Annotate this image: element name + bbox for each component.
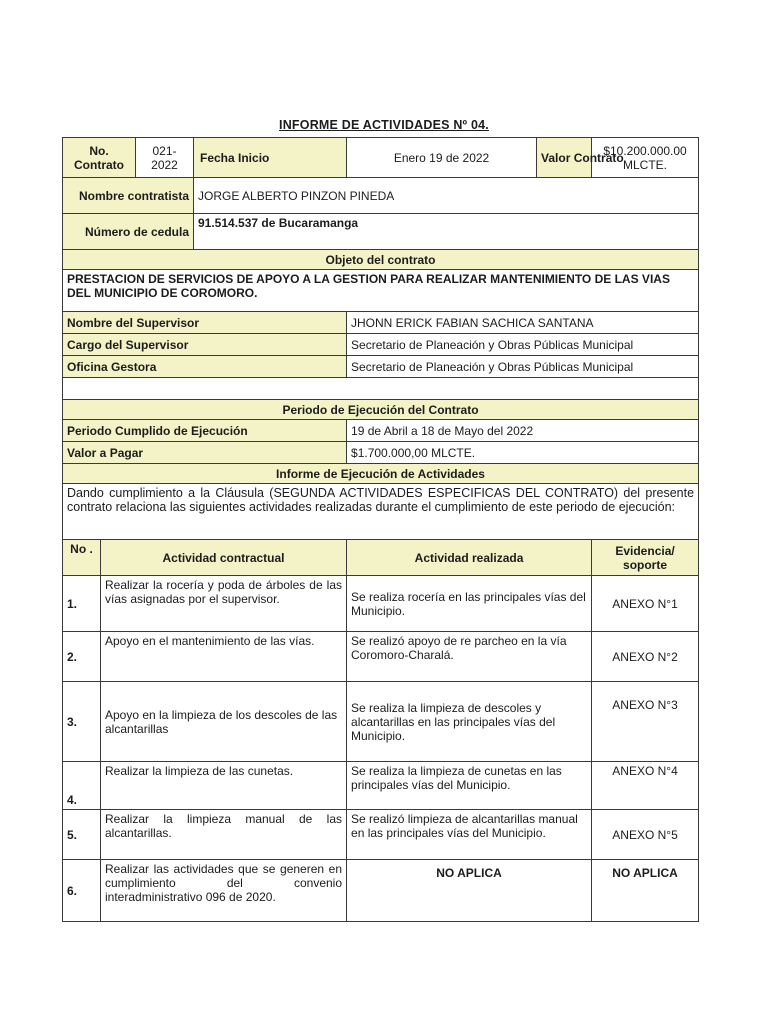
col-header-evidencia: Evidencia/ soporte [592, 540, 699, 576]
row-number: 2. [63, 632, 101, 682]
no-contrato-value: 021-2022 [136, 138, 194, 178]
periodo-cumplido-value: 19 de Abril a 18 de Mayo del 2022 [347, 420, 699, 442]
valor-pagar-row [63, 442, 699, 464]
activity-realizada: NO APLICA [347, 860, 592, 922]
activity-evidencia: ANEXO N°2 [592, 632, 699, 682]
row-number: 1. [63, 576, 101, 632]
col-header-no: No . [63, 540, 101, 576]
activity-realizada: Se realiza la limpieza de cunetas en las principales vías del Municipio. [347, 762, 592, 810]
supervisor-nombre-label: Nombre del Supervisor [63, 312, 347, 334]
activity-realizada: Se realizó limpieza de alcantarillas manual en las principales vías del Municipio. [347, 810, 592, 860]
cedula-value: 91.514.537 de Bucaramanga [194, 214, 699, 250]
col-header-realizada: Actividad realizada [347, 540, 592, 576]
fecha-inicio-value: Enero 19 de 2022 [347, 138, 537, 178]
activity-realizada: Se realizó apoyo de re parcheo en la vía Coromoro-Charalá. [347, 632, 592, 682]
row-number: 6. [63, 860, 101, 922]
periodo-cumplido-label: Periodo Cumplido de Ejecución [63, 420, 347, 442]
oficina-gestora-row [63, 356, 699, 378]
periodo-label-row [63, 400, 699, 420]
activity-realizada: Se realiza rocería en las principales vías del Municipio. [347, 576, 592, 632]
fecha-inicio-label: Fecha Inicio [194, 138, 347, 178]
cedula-row [63, 214, 699, 250]
oficina-gestora-value: Secretario de Planeación y Obras Públicas Municipal [347, 356, 699, 378]
row-number: 4. [63, 762, 101, 810]
objeto-label-row [63, 250, 699, 270]
empty-cell [63, 378, 699, 400]
row-number: 5. [63, 810, 101, 860]
valor-pagar-label: Valor a Pagar [63, 442, 347, 464]
informe-intro-row [63, 484, 699, 540]
activity-evidencia: ANEXO N°5 [592, 810, 699, 860]
activity-contractual: Apoyo en la limpieza de los descoles de las alcantarillas [101, 682, 347, 762]
table-row [63, 682, 699, 762]
activity-evidencia: ANEXO N°3 [592, 682, 699, 762]
supervisor-cargo-row [63, 334, 699, 356]
informe-label: Informe de Ejecución de Actividades [63, 464, 699, 484]
activity-evidencia: ANEXO N°1 [592, 576, 699, 632]
supervisor-nombre-value: JHONN ERICK FABIAN SACHICA SANTANA [347, 312, 699, 334]
oficina-gestora-label: Oficina Gestora [63, 356, 347, 378]
activity-contractual: Realizar la limpieza de las cunetas. [101, 762, 347, 810]
report-table [62, 137, 699, 922]
objeto-label: Objeto del contrato [63, 250, 699, 270]
table-row [63, 860, 699, 922]
periodo-label: Periodo de Ejecución del Contrato [63, 400, 699, 420]
supervisor-cargo-value: Secretario de Planeación y Obras Públicas Municipal [347, 334, 699, 356]
activity-realizada: Se realiza la limpieza de descoles y alcantarillas en las principales vías del Municipio. [347, 682, 592, 762]
row-number: 3. [63, 682, 101, 762]
valor-contrato-label: Valor Contrato [537, 138, 592, 178]
valor-pagar-value: $1.700.000,00 MLCTE. [347, 442, 699, 464]
activity-contractual: Realizar la limpieza manual de las alcantarillas. [101, 810, 347, 860]
cedula-label: Número de cedula [63, 214, 194, 250]
objeto-value-row [63, 270, 699, 312]
col-header-contractual: Actividad contractual [101, 540, 347, 576]
nombre-contratista-value: JORGE ALBERTO PINZON PINEDA [194, 178, 699, 214]
objeto-value: PRESTACION DE SERVICIOS DE APOYO A LA GESTION PARA REALIZAR MANTENIMIENTO DE LAS VIAS DEL MUNICIPIO DE COROMORO. [63, 270, 699, 312]
informe-label-row [63, 464, 699, 484]
table-row [63, 810, 699, 860]
supervisor-cargo-label: Cargo del Supervisor [63, 334, 347, 356]
no-contrato-label: No. Contrato [63, 138, 136, 178]
empty-row [63, 378, 699, 400]
table-row [63, 762, 699, 810]
activity-evidencia: NO APLICA [592, 860, 699, 922]
informe-intro: Dando cumplimiento a la Cláusula (SEGUNDA ACTIVIDADES ESPECIFICAS DEL CONTRATO) del presente contrato relaciona las siguientes actividades realizadas durante el cumplimiento de este periodo de ejecución: [63, 484, 699, 540]
periodo-cumplido-row [63, 420, 699, 442]
contract-header-row [63, 138, 699, 178]
activity-contractual: Apoyo en el mantenimiento de las vías. [101, 632, 347, 682]
supervisor-nombre-row [63, 312, 699, 334]
activity-evidencia: ANEXO N°4 [592, 762, 699, 810]
activity-contractual: Realizar la rocería y poda de árboles de las vías asignadas por el supervisor. [101, 576, 347, 632]
activities-header-row [63, 540, 699, 576]
document-title: INFORME DE ACTIVIDADES Nº 04. [279, 118, 489, 132]
valor-contrato-value: $10.200.000.00 MLCTE. [592, 138, 699, 178]
activity-contractual: Realizar las actividades que se generen en cumplimiento del convenio interadministrativo 096 de 2020. [101, 860, 347, 922]
table-row [63, 576, 699, 632]
table-row [63, 632, 699, 682]
contratista-row [63, 178, 699, 214]
nombre-contratista-label: Nombre contratista [63, 178, 194, 214]
